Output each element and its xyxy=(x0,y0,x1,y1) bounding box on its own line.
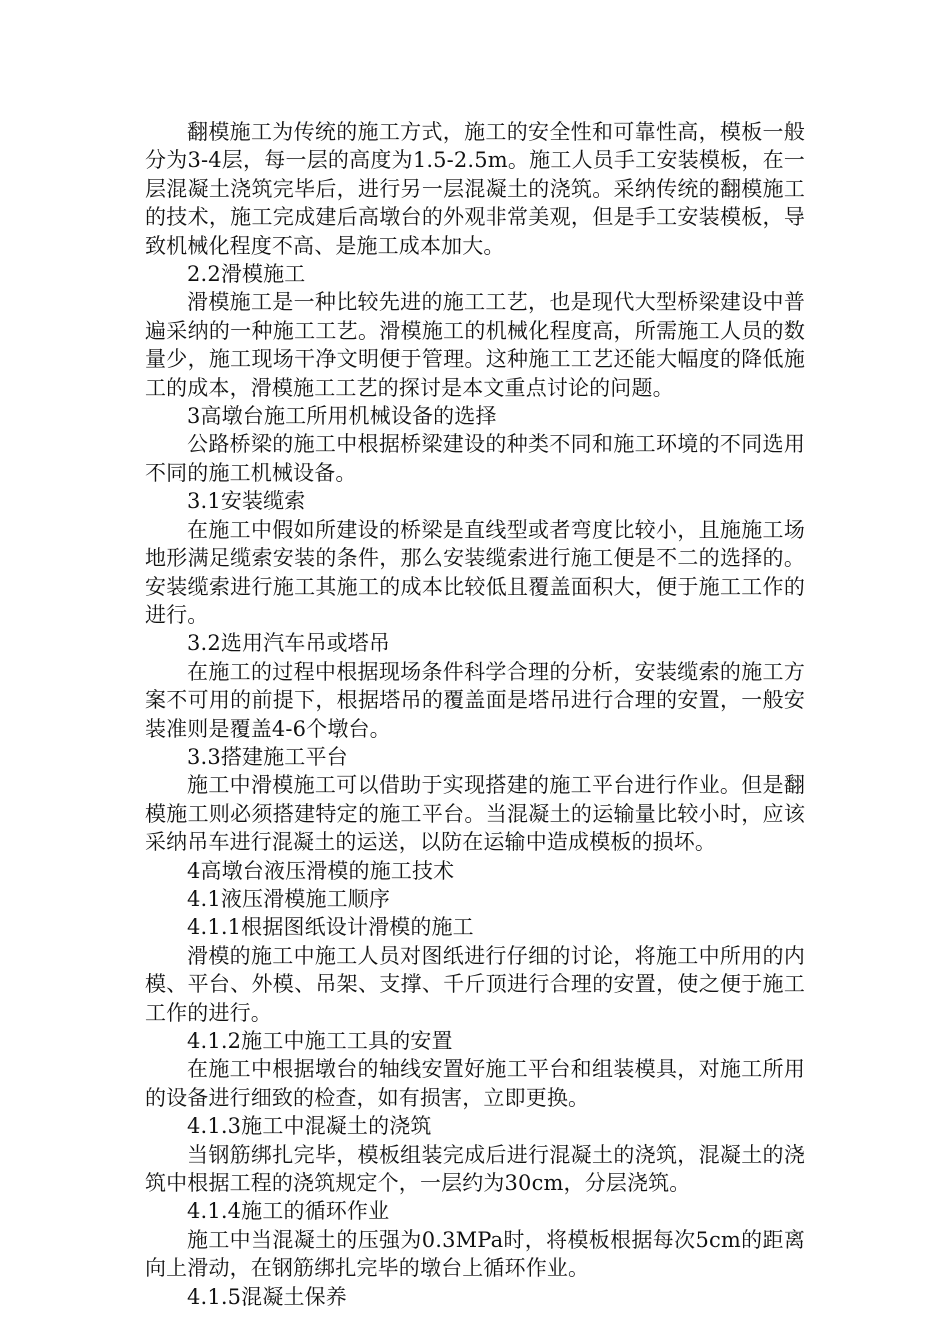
heading-4-1-3: 4.1.3施工中混凝土的浇筑 xyxy=(187,1114,432,1139)
heading-4-1-1: 4.1.1根据图纸设计滑模的施工 xyxy=(187,915,474,940)
paragraph-cycle-operation: 施工中当混凝土的压强为0.3MPa时，将模板根据每次5cm的距离向上滑动，在钢筋绑扎完毕的墩台上循环作业。 xyxy=(145,1227,805,1281)
paragraph-crane: 在施工的过程中根据现场条件科学合理的分析，安装缆索的施工方案不可用的前提下，根据塔吊的覆盖面是塔吊进行合理的安置，一般安装准则是覆盖4-6个墩台。 xyxy=(145,659,805,741)
heading-3-2: 3.2选用汽车吊或塔吊 xyxy=(187,631,391,656)
heading-4: 4高墩台液压滑模的施工技术 xyxy=(187,858,455,883)
paragraph-concrete-pouring: 当钢筋绑扎完毕，模板组装完成后进行混凝土的浇筑，混凝土的浇筑中根据工程的浇筑规定个，一层约为30cm，分层浇筑。 xyxy=(145,1142,805,1196)
paragraph-formwork-turning: 翻模施工为传统的施工方式，施工的安全性和可靠性高，模板一般分为3-4层，每一层的高度为1.5-2.5m。施工人员手工安装模板，在一层混凝土浇筑完毕后，进行另一层混凝土的浇筑。采纳传统的翻模施工的技术，施工完成建后高墩台的外观非常美观，但是手工安装模板，导致机械化程度不高、是施工成本加大。 xyxy=(145,120,805,258)
paragraph-equipment-selection: 公路桥梁的施工中根据桥梁建设的种类不同和施工环境的不同选用不同的施工机械设备。 xyxy=(145,432,805,485)
heading-4-1-4: 4.1.4施工的循环作业 xyxy=(187,1199,390,1224)
heading-4-1-5: 4.1.5混凝土保养 xyxy=(187,1284,347,1309)
heading-4-1-2: 4.1.2施工中施工工具的安置 xyxy=(187,1029,453,1053)
paragraph-cable-install: 在施工中假如所建设的桥梁是直线型或者弯度比较小，且施施工场地形满足缆索安装的条件，那么安装缆索进行施工便是不二的选择的。安装缆索进行施工其施工的成本比较低且覆盖面积大，便于施工工作的进行。 xyxy=(145,517,805,627)
heading-2-2: 2.2滑模施工 xyxy=(187,262,306,287)
paragraph-platform: 施工中滑模施工可以借助于实现搭建的施工平台进行作业。但是翻模施工则必须搭建特定的施工平台。当混凝土的运输量比较小时，应该采纳吊车进行混凝土的运送，以防在运输中造成模板的损坏。 xyxy=(145,773,805,855)
paragraph-drawing-design: 滑模的施工中施工人员对图纸进行仔细的讨论，将施工中所用的内模、平台、外模、吊架、支撑、千斤顶进行合理的安置，使之便于施工工作的进行。 xyxy=(145,943,805,1025)
heading-4-1: 4.1液压滑模施工顺序 xyxy=(187,886,391,911)
document-body xyxy=(145,118,805,1311)
paragraph-slipform: 滑模施工是一种比较先进的施工工艺，也是现代大型桥梁建设中普遍采纳的一种施工工艺。滑模施工的机械化程度高，所需施工人员的数量少，施工现场干净文明便于管理。这种施工工艺还能大幅度的降低施工的成本，滑模施工工艺的探讨是本文重点讨论的问题。 xyxy=(145,290,805,400)
heading-3: 3高墩台施工所用机械设备的选择 xyxy=(187,404,497,429)
heading-3-3: 3.3搭建施工平台 xyxy=(187,744,348,769)
paragraph-tool-placement: 在施工中根据墩台的轴线安置好施工平台和组装模具，对施工所用的设备进行细致的检查，如有损害，立即更换。 xyxy=(145,1057,805,1110)
heading-3-1: 3.1安装缆索 xyxy=(187,489,306,514)
